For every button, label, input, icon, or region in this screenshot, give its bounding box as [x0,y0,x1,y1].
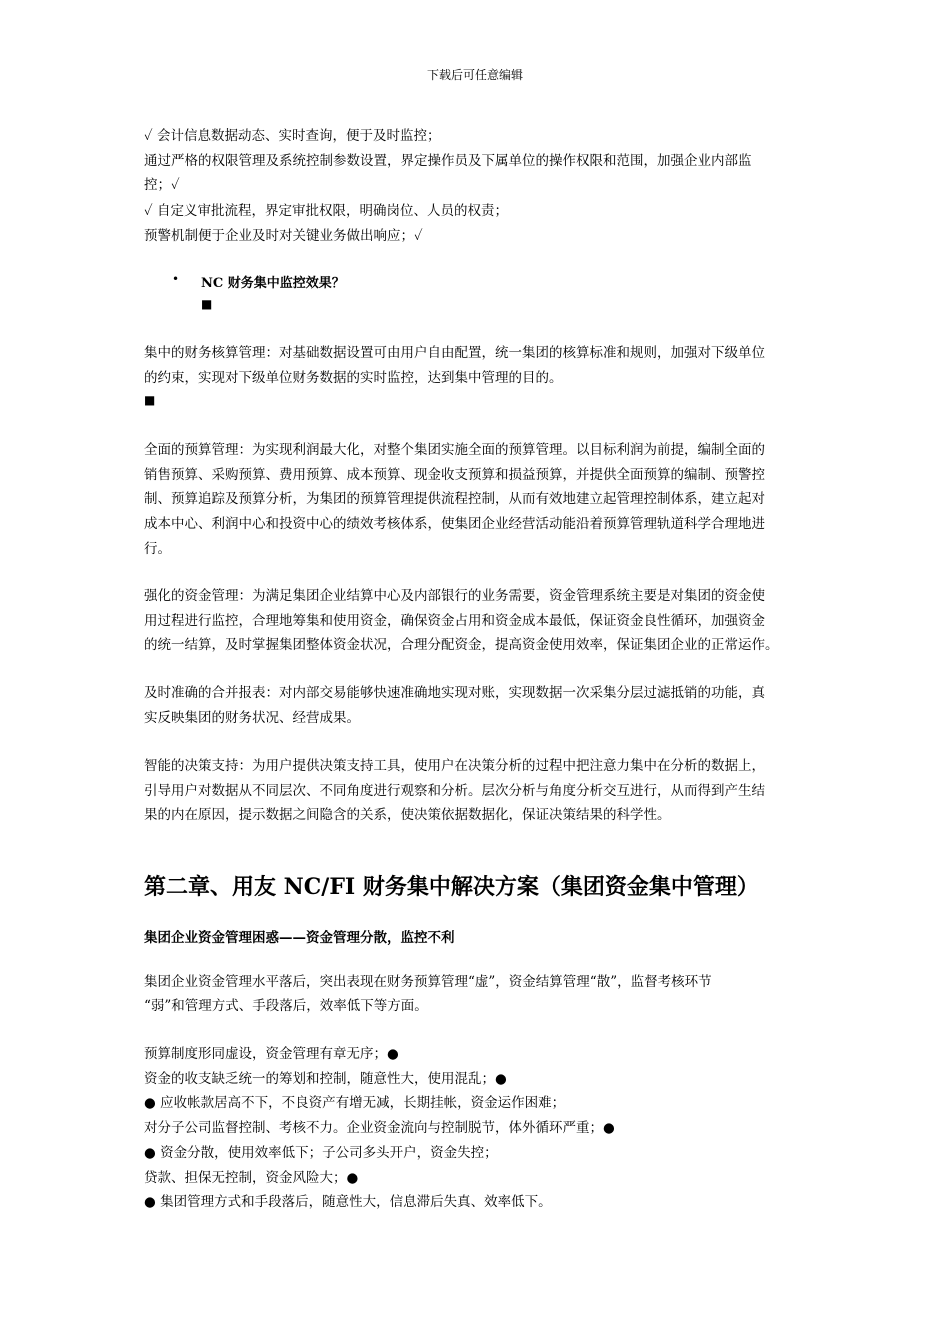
check-line: 控；✓ [144,177,180,193]
paragraph-line: 实反映集团的财务状况、经营成果。 [144,710,360,726]
dot-line: ● 资金分散，使用效率低下；子公司多头开户，资金失控； [144,1145,498,1161]
bullet-icon: • [172,272,180,286]
paragraph-line: 销售预算、采购预算、费用预算、成本预算、现金收支预算和损益预算，并提供全面预算的编制、预警控 [144,467,765,483]
square-bullet-icon: ■ [201,297,213,311]
paragraph-line: 用过程进行监控，合理地筹集和使用资金，确保资金占用和资金成本最低，保证资金良性循环，加强资金 [144,613,765,629]
paragraph-line: 果的内在原因，提示数据之间隐含的关系，使决策依据数据化，保证决策结果的科学性。 [144,807,671,823]
dot-line: ● 应收帐款居高不下，不良资产有增无减，长期挂帐，资金运作困难； [144,1095,566,1111]
subheading: NC 财务集中监控效果？ [201,276,345,291]
paragraph-line: 全面的预算管理：为实现利润最大化，对整个集团实施全面的预算管理。以目标利润为前提，编制全面的 [144,442,765,458]
dot-line: 预算制度形同虚设，资金管理有章无序；● [144,1046,399,1062]
paragraph-line: 及时准确的合并报表：对内部交易能够快速准确地实现对账，实现数据一次采集分层过滤抵销的功能，真 [144,685,765,701]
dot-line: 贷款、担保无控制，资金风险大；● [144,1170,359,1186]
paragraph-line: 的约束，实现对下级单位财务数据的实时监控，达到集中管理的目的。 [144,370,563,386]
paragraph-line: 制、预算追踪及预算分析，为集团的预算管理提供流程控制，从而有效地建立起管理控制体系，建立起对 [144,491,765,507]
section-title: 集团企业资金管理困惑——资金管理分散，监控不利 [144,930,455,946]
check-line: ✓ 会计信息数据动态、实时查询，便于及时监控； [144,128,441,144]
dot-line: ● 集团管理方式和手段落后，随意性大，信息滞后失真、效率低下。 [144,1194,552,1210]
paragraph-line: 强化的资金管理：为满足集团企业结算中心及内部银行的业务需要，资金管理系统主要是对集团的资金使 [144,588,765,604]
paragraph-line: “弱”和管理方式、手段落后，效率低下等方面。 [144,998,428,1014]
check-line: 通过严格的权限管理及系统控制参数设置，界定操作员及下属单位的操作权限和范围，加强企业内部监 [144,153,752,169]
paragraph-line: 的统一结算，及时掌握集团整体资金状况，合理分配资金，提高资金使用效率，保证集团企业的正常运作。 [144,637,779,653]
paragraph-line: 集团企业资金管理水平落后，突出表现在财务预算管理“虚”，资金结算管理“散”，监督考核环节 [144,974,712,990]
square-bullet-icon: ■ [144,393,156,407]
paragraph-line: 成本中心、利润中心和投资中心的绩效考核体系，使集团企业经营活动能沿着预算管理轨道科学合理地进 [144,516,765,532]
dot-line: 资金的收支缺乏统一的筹划和控制，随意性大，使用混乱；● [144,1071,507,1087]
paragraph-line: 集中的财务核算管理：对基础数据设置可由用户自由配置，统一集团的核算标准和规则，加强对下级单位 [144,345,765,361]
check-line: 预警机制便于企业及时对关键业务做出响应；✓ [144,228,423,244]
paragraph-line: 智能的决策支持：为用户提供决策支持工具，使用户在决策分析的过程中把注意力集中在分析的数据上， [144,758,765,774]
page-header: 下载后可任意编辑 [426,68,523,82]
paragraph-line: 引导用户对数据从不同层次、不同角度进行观察和分析。层次分析与角度分析交互进行，从而得到产生结 [144,783,765,799]
paragraph-line: 行。 [144,541,171,557]
chapter-title: 第二章、用友 NC/FI 财务集中解决方案（集团资金集中管理） [144,874,759,900]
check-line: ✓ 自定义审批流程，界定审批权限，明确岗位、人员的权责； [144,203,508,219]
dot-line: 对分子公司监督控制、考核不力。企业资金流向与控制脱节，体外循环严重；● [144,1120,615,1136]
